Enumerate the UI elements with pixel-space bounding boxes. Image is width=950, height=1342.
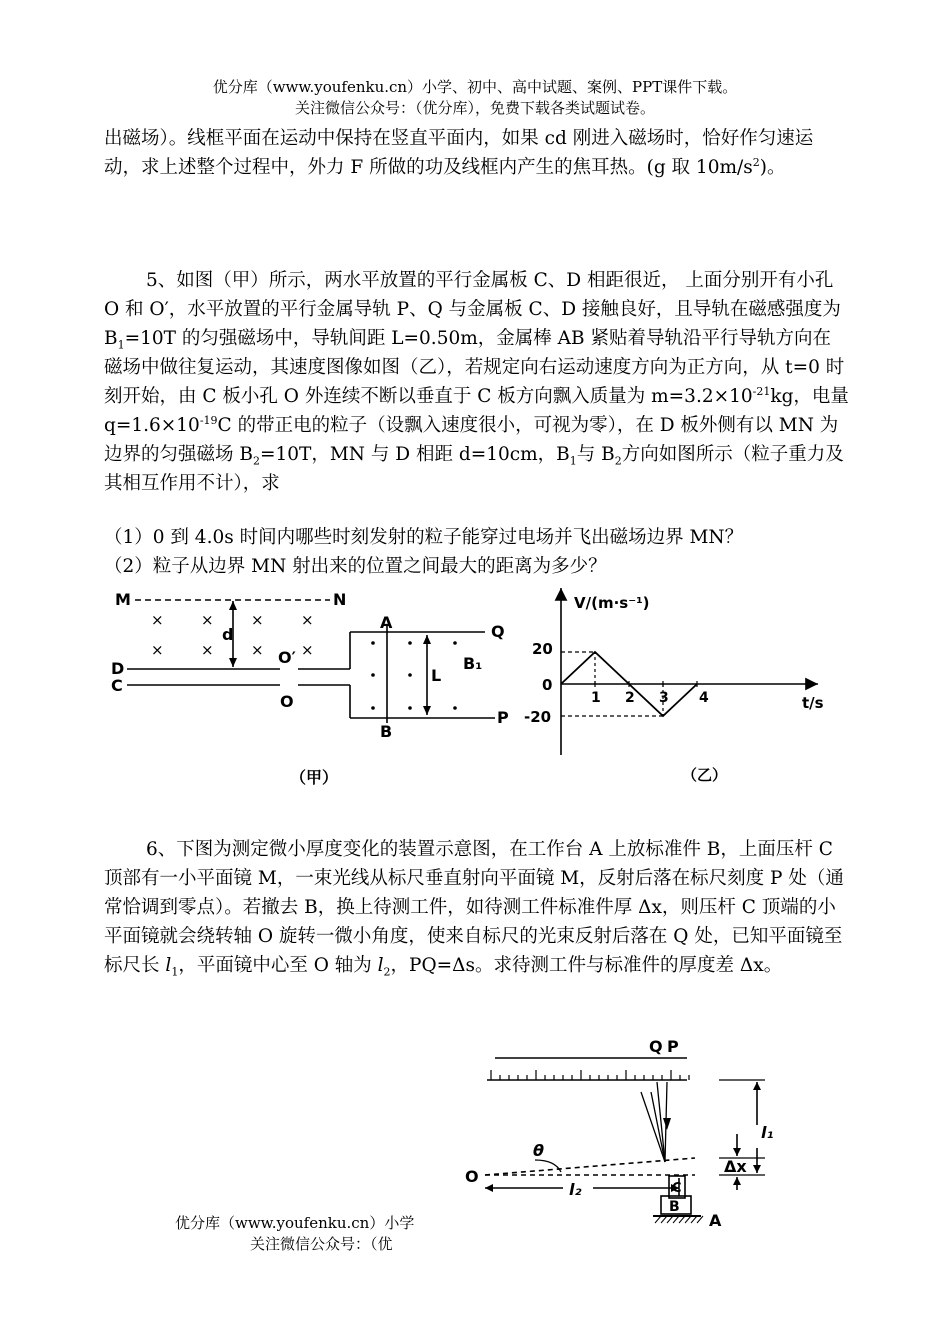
q5-subquestion-1: （1）0 到 4.0s 时间内哪些时刻发射的粒子能穿过电场并飞出磁场边界 MN？ bbox=[104, 527, 744, 548]
base-hatch bbox=[697, 1216, 703, 1223]
q4-tail-paragraph: 出磁场）。线框平面在运动中保持在竖直平面内，如果 cd 刚进入磁场时，恰好作匀速运动，求上述整个过程中，外力 F 所做的功及线框内产生的焦耳热。(g 取 $10m/s^2$)。 bbox=[104, 128, 814, 178]
label-B1: B₁ bbox=[463, 654, 483, 673]
base-hatch bbox=[661, 1216, 667, 1223]
label-M: M bbox=[115, 590, 131, 609]
label-D: D bbox=[111, 659, 125, 678]
label-C: C bbox=[672, 1181, 682, 1196]
label-A: A bbox=[380, 613, 393, 632]
label-A: A bbox=[709, 1211, 722, 1230]
x-tick-label: 1 bbox=[591, 690, 601, 706]
label-B: B bbox=[380, 722, 393, 741]
figure-q6-apparatus bbox=[455, 1030, 775, 1230]
caption-yi: （乙） bbox=[682, 766, 728, 784]
base-hatch bbox=[685, 1216, 691, 1223]
label-l2: l₂ bbox=[569, 1180, 582, 1199]
label-O-prime: O′ bbox=[278, 648, 296, 667]
y-tick-20: 20 bbox=[532, 640, 553, 658]
y-tick-0: 0 bbox=[542, 676, 553, 694]
footer-line-1: 优分库（www.youfenku.cn）小学 bbox=[175, 1214, 415, 1232]
cross-mark: × bbox=[151, 641, 164, 659]
cross-mark: × bbox=[151, 611, 164, 629]
footer-line-2: 关注微信公众号：（优 bbox=[250, 1235, 393, 1253]
q5-paragraph: 5、如图（甲）所示，两水平放置的平行金属板 C、D 相距很近， 上面分别开有小孔 O 和 O′，水平放置的平行金属导轨 P、Q 与金属板 C、D 接触良好，且导轨在磁感强度为 $B_1=10T$ 的匀强磁场中，导轨间距 L=0.50m，金属棒 AB 紧贴着导轨沿平行导轨方向在磁场中做往复运动，其速度图像如图（乙），若规定向右运动速度方向为正方向，从 t=0 时刻开始，由 C 板小孔 O 外连续不断以垂直于 C 板方向飘入质量为 $m=3.2\times 10^{-21}kg$，电量 $q=1.6\times 10^{-19}C$ 的带正电的粒子（设飘入速度很小，可视为零），在 D 板外侧有以 MN 为边界的匀强磁场 $B_2=10T$，MN 与 D 相距 d=10cm，$B_1$与 $B_2$方向如图所示（粒子重力及其相互作用不计），求 bbox=[104, 270, 849, 494]
cross-mark: × bbox=[251, 641, 264, 659]
y-tick-neg20: -20 bbox=[524, 708, 552, 726]
base-hatch bbox=[655, 1216, 661, 1223]
header-line-2: 关注微信公众号：（优分库），免费下载各类试题试卷。 bbox=[294, 99, 655, 117]
cross-mark: × bbox=[201, 611, 214, 629]
caption-jia: （甲） bbox=[290, 768, 339, 787]
label-C: C bbox=[111, 676, 123, 695]
label-B: B bbox=[669, 1199, 680, 1215]
q5-subquestion-2: （2）粒子从边界 MN 射出来的位置之间最大的距离为多少？ bbox=[104, 556, 607, 577]
label-delta-x: Δx bbox=[724, 1157, 747, 1176]
cross-mark: × bbox=[301, 611, 314, 629]
q6-paragraph: 6、下图为测定微小厚度变化的装置示意图，在工作台 A 上放标准件 B，上面压杆 C 顶部有一小平面镜 M，一束光线从标尺垂直射向平面镜 M，反射后落在标尺刻度 P 处（通常恰调到零点）。若撤去 B，换上待测工件，如待测工件标准件厚 Δx，则压杆 C 顶端的小平面镜就会绕转轴 O 旋转一微小角度，使来自标尺的光束反射后落在 Q 处，已知平面镜至标尺长 $l_1$，平面镜中心至 O 轴为 $l_2$，PQ=Δs。求待测工件与标准件的厚度差 Δx。 bbox=[104, 839, 844, 979]
y-axis-label: V/(m·s⁻¹) bbox=[574, 594, 650, 612]
figure-jia bbox=[105, 585, 525, 800]
label-d: d bbox=[222, 625, 234, 644]
label-O: O bbox=[280, 692, 294, 711]
label-Q: Q bbox=[649, 1037, 663, 1056]
base-hatch bbox=[673, 1216, 679, 1223]
base-hatch bbox=[667, 1216, 673, 1223]
cross-mark: × bbox=[301, 641, 314, 659]
figure-yi-velocity-chart bbox=[520, 580, 840, 795]
cross-mark: × bbox=[201, 641, 214, 659]
x-tick-label: 2 bbox=[625, 690, 635, 706]
label-N: N bbox=[333, 590, 347, 609]
label-l1: l₁ bbox=[761, 1123, 774, 1142]
x-tick-label: 4 bbox=[699, 690, 709, 706]
label-theta: θ bbox=[533, 1141, 544, 1160]
base-hatch bbox=[679, 1216, 685, 1223]
x-tick-label: 3 bbox=[659, 690, 669, 706]
x-axis-label: t/s bbox=[802, 694, 824, 712]
label-L: L bbox=[431, 666, 442, 685]
label-Q: Q bbox=[491, 622, 505, 641]
base-hatch bbox=[691, 1216, 697, 1223]
cross-mark: × bbox=[251, 611, 264, 629]
label-P: P bbox=[497, 708, 509, 727]
label-O: O bbox=[465, 1167, 479, 1186]
label-P: P bbox=[667, 1037, 679, 1056]
header-line-1: 优分库（www.youfenku.cn）小学、初中、高中试题、案例、PPT课件下载。 bbox=[212, 78, 738, 96]
